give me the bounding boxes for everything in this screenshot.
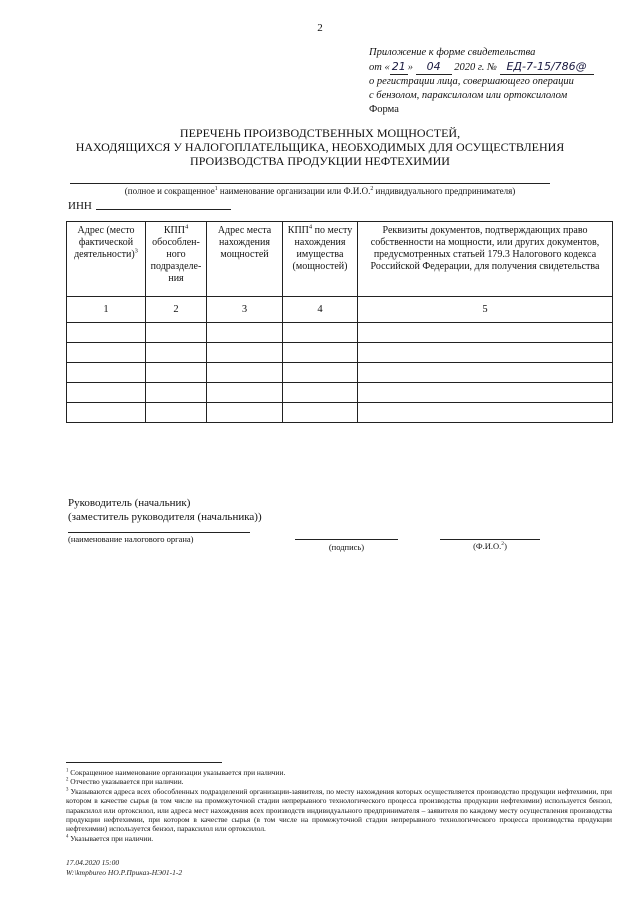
- table-cell[interactable]: [146, 383, 207, 403]
- footnote-separator: [66, 762, 222, 763]
- table-cell[interactable]: [207, 343, 283, 363]
- signatory-line-2: (заместитель руководителя (начальника)): [68, 511, 262, 523]
- table-cell[interactable]: [207, 363, 283, 383]
- table-cell[interactable]: [283, 403, 358, 423]
- inn-field[interactable]: [96, 209, 231, 210]
- appendix-form-label: Форма: [369, 104, 399, 115]
- appendix-line-1: Приложение к форме свидетельства: [369, 47, 536, 58]
- stamp-timestamp: 17.04.2020 15:00: [66, 858, 120, 867]
- footnote-2: $^2$ Отчество указывается при наличии.: [66, 777, 184, 787]
- stamp-path: W:\kmpbureo НО.Р.Приказ-НЭ01-1-2: [66, 868, 183, 877]
- footnote-1: $^1$ Сокращенное наименование организации указывается при наличии.: [66, 768, 286, 777]
- table-cell[interactable]: [146, 403, 207, 423]
- appendix-line-4: с бензолом, параксилолом или ортоксилолом: [369, 90, 568, 101]
- appendix-number: ЕД-7-15/786@: [500, 60, 594, 75]
- table-cell[interactable]: [207, 403, 283, 423]
- header-kpp-property: КПП$^4$ по месту нахождения имущества (мощностей): [283, 222, 358, 297]
- inn-row: [68, 200, 231, 212]
- footnote-3: $^3$ Указываются адреса всех обособленных подразделений организации-заявителя, по месту нахождения которых осуществляется производство продукции нефтехимии, при котором в качестве сырья (в том числе на промежуточной стадии непрерывного технологического процесса производства продукции нефтехимии) используется бензол, параксилол или ортоксилол, или адреса мест нахождения всех производств индивидуального предпринимателя – заявителя по каждому месту осуществления производства продукции нефтехимии, при котором в качестве сырья (в том числе на промежуточной стадии непрерывного технологического процесса производства продукции нефтехимии) используется бензол, параксилол или ортоксилол.: [66, 786, 612, 834]
- organization-name-field[interactable]: [70, 183, 550, 184]
- table-row: [67, 363, 613, 383]
- file-stamp: [66, 858, 182, 878]
- table-cell[interactable]: [358, 403, 613, 423]
- footnotes: [66, 768, 612, 843]
- document-title: [0, 126, 640, 168]
- table-cell[interactable]: [207, 323, 283, 343]
- fio-field[interactable]: [440, 539, 540, 540]
- header-capacity-address: Адрес места нахождения мощностей: [207, 222, 283, 297]
- table-cell[interactable]: [283, 343, 358, 363]
- signatory-line-1: Руководитель (начальник): [68, 497, 191, 509]
- appendix-month: 04: [416, 60, 452, 75]
- table-cell[interactable]: [67, 383, 146, 403]
- table-cell[interactable]: [358, 343, 613, 363]
- table-cell[interactable]: [146, 323, 207, 343]
- column-number: 3: [207, 297, 283, 323]
- table-row: [67, 383, 613, 403]
- signature-caption: (подпись): [328, 542, 365, 552]
- fio-caption: (Ф.И.О.$^2$): [473, 541, 507, 551]
- appendix-line-3: о регистрации лица, совершающего операции: [369, 76, 574, 87]
- appendix-line-2: от « 21 » 04 2020 г. № ЕД-7-15/786@: [369, 60, 594, 75]
- table-cell[interactable]: [358, 363, 613, 383]
- appendix-day: 21: [391, 60, 406, 73]
- table-cell[interactable]: [146, 343, 207, 363]
- column-number: 5: [358, 297, 613, 323]
- footnote-4: $^4$ Указывается при наличии.: [66, 833, 154, 843]
- table-cell[interactable]: [283, 323, 358, 343]
- tax-authority-caption: (наименование налогового органа): [68, 534, 194, 544]
- organization-name-caption: (полное и сокращенное$^1$ наименование организации или Ф.И.О.$^2$ индивидуального предпринимателя): [124, 186, 516, 196]
- table-row: [67, 323, 613, 343]
- table-column-numbers: [67, 297, 613, 323]
- table-row: [67, 343, 613, 363]
- table-cell[interactable]: [67, 323, 146, 343]
- column-number: 2: [146, 297, 207, 323]
- column-number: 1: [67, 297, 146, 323]
- table-cell[interactable]: [283, 363, 358, 383]
- appendix-header: [369, 46, 594, 117]
- table-cell[interactable]: [67, 363, 146, 383]
- inn-label: ИНН: [68, 200, 92, 212]
- table-cell[interactable]: [207, 383, 283, 403]
- table-cell[interactable]: [283, 383, 358, 403]
- table-cell[interactable]: [358, 383, 613, 403]
- table-header-row: [67, 222, 613, 297]
- table-cell[interactable]: [358, 323, 613, 343]
- table-cell[interactable]: [67, 343, 146, 363]
- signature-field[interactable]: [295, 539, 398, 540]
- title-line-2: НАХОДЯЩИХСЯ У НАЛОГОПЛАТЕЛЬЩИКА, НЕОБХОДИМЫХ ДЛЯ ОСУЩЕСТВЛЕНИЯ: [75, 140, 565, 154]
- title-line-1: ПЕРЕЧЕНЬ ПРОИЗВОДСТВЕННЫХ МОЩНОСТЕЙ,: [179, 126, 461, 140]
- table-row: [67, 403, 613, 423]
- header-document-details: Реквизиты документов, подтверждающих право собственности на мощности, или других документов, предусмотренных статьей 179.3 Налогового кодекса Российской Федерации, для получения свидетельства: [358, 222, 613, 297]
- tax-authority-field[interactable]: [68, 532, 250, 533]
- title-line-3: ПРОИЗВОДСТВА ПРОДУКЦИИ НЕФТЕХИМИИ: [190, 154, 450, 168]
- capacities-table: [66, 221, 613, 423]
- column-number: 4: [283, 297, 358, 323]
- signatory-title: [68, 496, 262, 524]
- table-cell[interactable]: [67, 403, 146, 423]
- header-kpp-subdivision: КПП$^4$ обособленного подразделения: [146, 222, 207, 297]
- page-number: 2: [317, 22, 323, 34]
- table-cell[interactable]: [146, 363, 207, 383]
- header-address-activity: Адрес (место фактической деятельности)$^3$: [67, 222, 146, 297]
